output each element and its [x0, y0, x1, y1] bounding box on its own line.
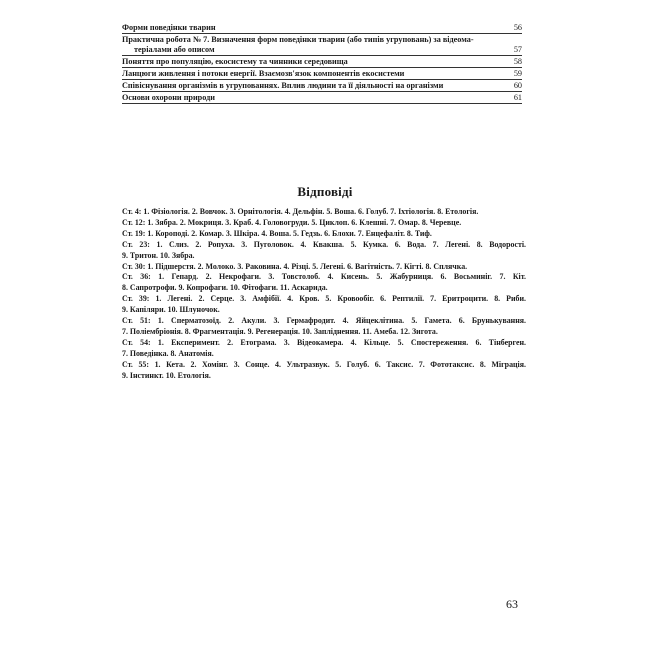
answer-label: Ст. 39:: [122, 294, 150, 304]
toc-entry-page: 56: [513, 22, 522, 32]
answer-text: 1. Кета. 2. Хомінг. 3. Сонце. 4. Ультразвук. 5. Голуб. 6. Таксис. 7. Фототаксис. 8. Міграція.: [154, 359, 526, 369]
answer-line: [122, 207, 526, 218]
toc-entry: [122, 34, 522, 56]
answer-text: 7. Поведінка. 8. Анатомія.: [122, 348, 214, 358]
answer-line: [122, 305, 526, 316]
answer-text: 1. Зябра. 2. Мокриця. 3. Краб. 4. Головогруди. 5. Циклоп. 6. Клешні. 7. Омар. 8. Черевце.: [147, 217, 462, 227]
answer-label: Ст. 30:: [122, 261, 146, 271]
answer-label: Ст. 19:: [122, 228, 146, 238]
answer-text: 1. Короподі. 2. Комар. 3. Шкіра. 4. Воша. 5. Гедзь. 6. Блохи. 7. Енцефаліт. 8. Тиф.: [147, 228, 432, 238]
answer-label: Ст. 36:: [122, 272, 151, 282]
answer-line: [122, 360, 526, 371]
answer-line: [122, 327, 526, 338]
toc-entry-page: 58: [513, 56, 522, 66]
answer-text: 1. Слиз. 2. Ропуха. 3. Пуголовок. 4. Квакша. 5. Кумка. 6. Вода. 7. Легені. 8. Водорості.: [156, 239, 526, 249]
toc-entry-title: Основи охорони природи: [122, 92, 215, 102]
toc-entry-page: 60: [513, 80, 522, 90]
answers-list: [122, 207, 526, 382]
answer-text: 1. Легені. 2. Серце. 3. Амфібії. 4. Кров. 5. Кровообіг. 6. Рептилії. 7. Еритроцити. 8. Риби.: [155, 294, 526, 304]
toc-entry-page: 61: [513, 92, 522, 102]
answer-text: 1. Підшерстя. 2. Молоко. 3. Раковина. 4. Різці. 5. Легені. 6. Вагітність. 7. Кігті. 8. Сплячка.: [147, 261, 468, 271]
toc-entry: [122, 56, 522, 68]
toc-entry-title: Практична робота № 7. Визначення форм поведінки тварин (або типів угруповань) за відеома-: [122, 34, 474, 44]
answer-label: Ст. 4:: [122, 207, 142, 216]
answer-line: [122, 240, 526, 251]
toc-entry: [122, 80, 522, 92]
answer-line: [122, 371, 526, 382]
answer-line: [122, 283, 526, 294]
toc-entry-title: Співіснування організмів в угрупованнях. Вплив людини та її діяльності на організми: [122, 80, 444, 90]
toc-entry-page: 59: [513, 68, 522, 78]
answer-label: Ст. 55:: [122, 359, 149, 369]
answer-text: 1. Гепард. 2. Некрофаги. 3. Товстолоб. 4. Кисень. 5. Жабурниця. 6. Восьминіг. 7. Кіт.: [158, 272, 526, 282]
answer-label: Ст. 12:: [122, 217, 146, 227]
answer-label: Ст. 23:: [122, 239, 150, 249]
answer-line: [122, 262, 526, 273]
toc-entry: [122, 92, 522, 104]
toc-entry-title: Форми поведінки тварин: [122, 22, 216, 32]
toc-entry-title: Ланцюги живлення і потоки енергії. Взаємозв'язок компонентів екосистеми: [122, 68, 405, 78]
answer-text: 1. Експеримент. 2. Етограма. 3. Відеокамера. 4. Кільце. 5. Спостереження. 6. Тінберген.: [157, 337, 526, 347]
table-of-contents: [122, 22, 522, 104]
answer-line: [122, 251, 526, 262]
answer-line: [122, 349, 526, 360]
answer-line: [122, 229, 526, 240]
page-number: 63: [506, 597, 518, 611]
answer-line: [122, 272, 526, 283]
answer-label: Ст. 51:: [122, 316, 151, 326]
answer-text: 9. Тритон. 10. Зябра.: [122, 250, 195, 260]
answer-text: 1. Сперматозоїд. 2. Акули. 3. Гермафродит. 4. Яйцеклітина. 5. Гамета. 6. Брунькування.: [157, 316, 526, 326]
answer-label: Ст. 54:: [122, 337, 151, 347]
answer-text: 8. Сапротрофи. 9. Копрофаги. 10. Фітофаги. 11. Аскарида.: [122, 283, 328, 293]
toc-entry-page: 57: [513, 44, 522, 54]
answer-line: [122, 294, 526, 305]
answer-text: 9. Інстинкт. 10. Етологія.: [122, 370, 211, 380]
answer-line: [122, 338, 526, 349]
toc-entry: [122, 68, 522, 80]
toc-entry-title-cont: теріалами або описом: [134, 44, 215, 54]
answer-line: [122, 218, 526, 229]
answer-text: 9. Капіляри. 10. Шлуночок.: [122, 305, 220, 315]
answer-text: 7. Поліембріонія. 8. Фрагментація. 9. Регенерація. 10. Запліднення. 11. Амеба. 12. Зигота.: [122, 326, 438, 336]
toc-entry-title: Поняття про популяцію, екосистему та чинники середовища: [122, 56, 348, 66]
answer-text: 1. Фізіологія. 2. Вовчок. 3. Орнітологія. 4. Дельфін. 5. Вошa. 6. Голуб. 7. Іхтіологія. 8. Етологія.: [143, 207, 479, 216]
answers-heading: Відповіді: [297, 184, 353, 199]
toc-entry: [122, 22, 522, 34]
answer-line: [122, 316, 526, 327]
